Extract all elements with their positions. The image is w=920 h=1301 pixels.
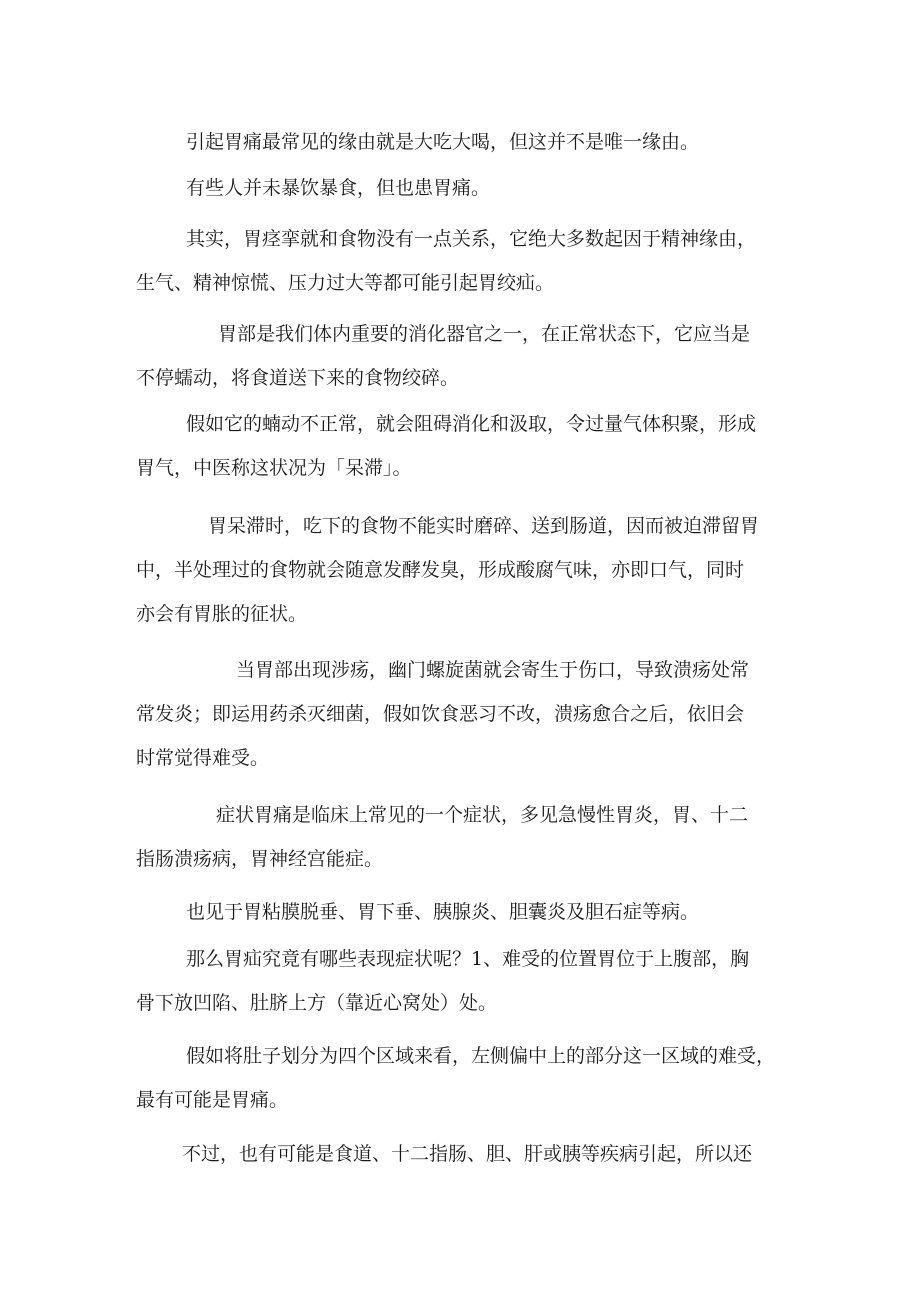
- paragraph-7: [136, 648, 786, 780]
- paragraph-line: 时常觉得难受。: [136, 747, 270, 769]
- paragraph-5: [136, 402, 786, 490]
- paragraph-10: [136, 937, 786, 1025]
- paragraph-line: 假如将肚子划分为四个区域来看，左侧偏中上的部分这一区域的难受，: [186, 1045, 776, 1067]
- paragraph-6: [136, 504, 786, 636]
- paragraph-line: 指肠溃疡病，胃神经宫能症。: [136, 848, 384, 870]
- paragraph-line: 假如它的蝻动不正常，就会阻碍消化和汲取，令过量气体积聚，形成: [186, 413, 757, 435]
- paragraph-4: [136, 312, 786, 400]
- paragraph-line: 有些人并未暴饮暴食，但也患胃痛。: [186, 177, 491, 199]
- paragraph-line: 其实，胃痉挛就和食物没有一点关系，它绝大多数起因于精神缘由，: [186, 228, 757, 250]
- paragraph-line: 胃气，中医称这状况为「呆滞」。: [136, 457, 412, 479]
- paragraph-line: 胃呆滞时，吃下的食物不能实时磨碎、送到肠道，因而被迫滞留胃: [208, 515, 760, 537]
- paragraph-8: [136, 793, 786, 881]
- paragraph-line: 也见于胃粘膜脱垂、胃下垂、胰腺炎、胆囊炎及胆石症等病。: [186, 901, 700, 923]
- paragraph-12: [136, 1132, 786, 1176]
- paragraph-line: 引起胃痛最常见的缘由就是大吃大喝，但这并不是唯一缘由。: [186, 131, 700, 153]
- paragraph-line: 生气、精神惊慌、压力过大等都可能引起胃绞疝。: [136, 272, 555, 294]
- paragraph-11: [136, 1034, 786, 1122]
- paragraph-line: 那么胃疝究竟有哪些表现症状呢？1、难受的位置胃位于上腹部，胸: [186, 948, 750, 970]
- paragraph-3: [136, 217, 786, 305]
- paragraph-9: [136, 890, 786, 934]
- paragraph-line: 常发炎；即运用药杀灭细菌，假如饮食恶习不改，溃疡愈合之后，依旧会: [136, 703, 745, 725]
- paragraph-line: 不停蠕动，将食道送下来的食物绞碎。: [136, 367, 460, 389]
- paragraph-2: [136, 166, 786, 210]
- paragraph-line: 症状胃痛是临床上常见的一个症状，多见急慢性胃炎，胃、十二: [216, 804, 749, 826]
- paragraph-line: 中，半处理过的食物就会随意发酵发臭，形成酸腐气味，亦即口气，同时: [136, 559, 745, 581]
- paragraph-line: 不过，也有可能是食道、十二指肠、胆、肝或胰等疾病引起，所以还: [182, 1143, 753, 1165]
- paragraph-line: 亦会有胃胀的征状。: [136, 603, 308, 625]
- paragraph-1: [136, 120, 786, 164]
- paragraph-line: 胃部是我们体内重要的消化器官之一，在正常状态下，它应当是: [218, 323, 751, 345]
- paragraph-line: 骨下放凹陷、肚脐上方（靠近心窝处）处。: [136, 992, 498, 1014]
- paragraph-line: 当胃部出现涉疡，幽门螺旋菌就会寄生于伤口，导致溃疡处常: [236, 659, 750, 681]
- paragraph-line: 最有可能是胃痛。: [136, 1089, 289, 1111]
